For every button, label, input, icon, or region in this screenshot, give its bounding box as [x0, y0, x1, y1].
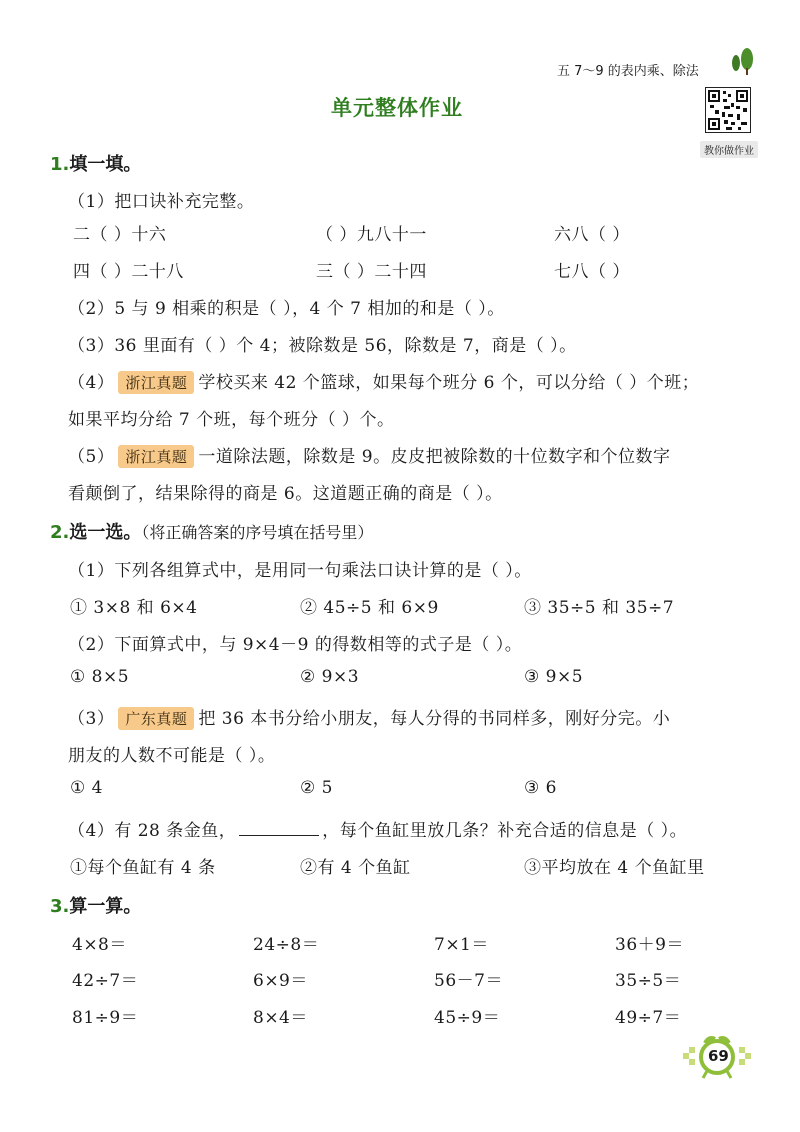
q2-1-option-a: ① 3×8 和 6×4: [70, 598, 198, 618]
calc-item: 4×8＝: [72, 935, 127, 955]
exam-tag: 浙江真题: [118, 445, 194, 468]
q2-2-option-b: ② 9×3: [300, 667, 360, 687]
tree-icon: [727, 46, 757, 76]
page-title: 单元整体作业: [331, 96, 463, 120]
calc-item: 45÷9＝: [434, 1008, 501, 1028]
q1-4-continued: 如果平均分给 7 个班，每个班分（ ）个。: [68, 410, 395, 430]
q2-4-part-a: （4）有 28 条金鱼，: [68, 821, 237, 841]
q1-5: [68, 442, 671, 468]
fill-item-6: 七八（ ）: [554, 262, 630, 282]
fill-item-3: 六八（ ）: [554, 225, 630, 245]
q2-3-option-c: ③ 6: [524, 778, 557, 798]
fill-item-2: （ ）九八十一: [316, 225, 427, 245]
q1-1-intro: （1）把口诀补充完整。: [68, 192, 255, 212]
q2-4-option-a: ①每个鱼缸有 4 条: [70, 858, 216, 878]
calc-item: 49÷7＝: [615, 1008, 682, 1028]
calc-item: 81÷9＝: [72, 1008, 139, 1028]
q1-2: （2）5 与 9 相乘的积是（ ），4 个 7 相加的和是（ ）。: [68, 299, 505, 319]
section-2-heading: [50, 518, 373, 544]
q1-4-prefix: （4）: [68, 373, 115, 393]
q2-3-continued: 朋友的人数不可能是（ ）。: [68, 746, 276, 766]
q2-4-option-c: ③平均放在 4 个鱼缸里: [524, 858, 705, 878]
q2-3-prefix: （3）: [68, 709, 115, 729]
calc-item: 36＋9＝: [615, 935, 684, 955]
q2-1-option-b: ② 45÷5 和 6×9: [300, 598, 439, 618]
q1-5-continued: 看颠倒了，结果除得的商是 6。这道题正确的商是（ ）。: [68, 484, 503, 504]
page-number: 69: [708, 1047, 729, 1065]
q2-2-option-a: ① 8×5: [70, 667, 130, 687]
q2-4-option-b: ②有 4 个鱼缸: [300, 858, 411, 878]
section-2-note: （将正确答案的序号填在括号里）: [141, 523, 374, 542]
q2-3-option-a: ① 4: [70, 778, 103, 798]
q2-2: （2）下面算式中，与 9×4－9 的得数相等的式子是（ ）。: [68, 635, 523, 655]
q2-1: （1）下列各组算式中，是用同一句乘法口诀计算的是（ ）。: [68, 561, 532, 581]
section-3-heading: [50, 892, 141, 918]
exam-tag: 浙江真题: [118, 371, 194, 394]
section-1-heading: [50, 150, 141, 176]
q1-5-prefix: （5）: [68, 447, 115, 467]
section-3-number: 3.: [50, 896, 70, 917]
section-1-title: 填一填。: [69, 154, 142, 175]
q1-5-text: 一道除法题，除数是 9。皮皮把被除数的十位数字和个位数字: [198, 447, 671, 467]
q1-3: （3）36 里面有（ ）个 4；被除数是 56，除数是 7，商是（ ）。: [68, 336, 577, 356]
section-2-title: 选一选。: [69, 522, 142, 543]
qr-code-icon[interactable]: [705, 87, 751, 133]
calc-item: 7×1＝: [434, 935, 489, 955]
fill-item-4: 四（ ）二十八: [73, 262, 184, 282]
fill-item-5: 三（ ）二十四: [316, 262, 427, 282]
qr-label: 教你做作业: [700, 141, 758, 158]
calc-item: 42÷7＝: [72, 971, 139, 991]
calc-item: 35÷5＝: [615, 971, 682, 991]
calc-item: 8×4＝: [253, 1008, 308, 1028]
calc-item: 56－7＝: [434, 971, 503, 991]
q1-4-text: 学校买来 42 个篮球，如果每个班分 6 个，可以分给（ ）个班；: [198, 373, 700, 393]
q2-3-text: 把 36 本书分给小朋友，每人分得的书同样多，刚好分完。小: [198, 709, 671, 729]
q2-4-part-b: ，每个鱼缸里放几条？补充合适的信息是（ ）。: [322, 821, 688, 841]
fill-item-1: 二（ ）十六: [73, 225, 167, 245]
q2-4: [68, 816, 687, 841]
q2-3-option-b: ② 5: [300, 778, 333, 798]
chapter-header: 五 7～9 的表内乘、除法: [557, 64, 699, 79]
calc-item: 24÷8＝: [253, 935, 320, 955]
section-3-title: 算一算。: [69, 896, 142, 917]
answer-blank[interactable]: [239, 821, 319, 836]
q1-4: [68, 368, 699, 394]
q2-2-option-c: ③ 9×5: [524, 667, 584, 687]
section-2-number: 2.: [50, 522, 70, 543]
exam-tag: 广东真题: [118, 707, 194, 730]
calc-item: 6×9＝: [253, 971, 308, 991]
q2-1-option-c: ③ 35÷5 和 35÷7: [524, 598, 675, 618]
q2-3: [68, 704, 670, 730]
section-1-number: 1.: [50, 154, 70, 175]
